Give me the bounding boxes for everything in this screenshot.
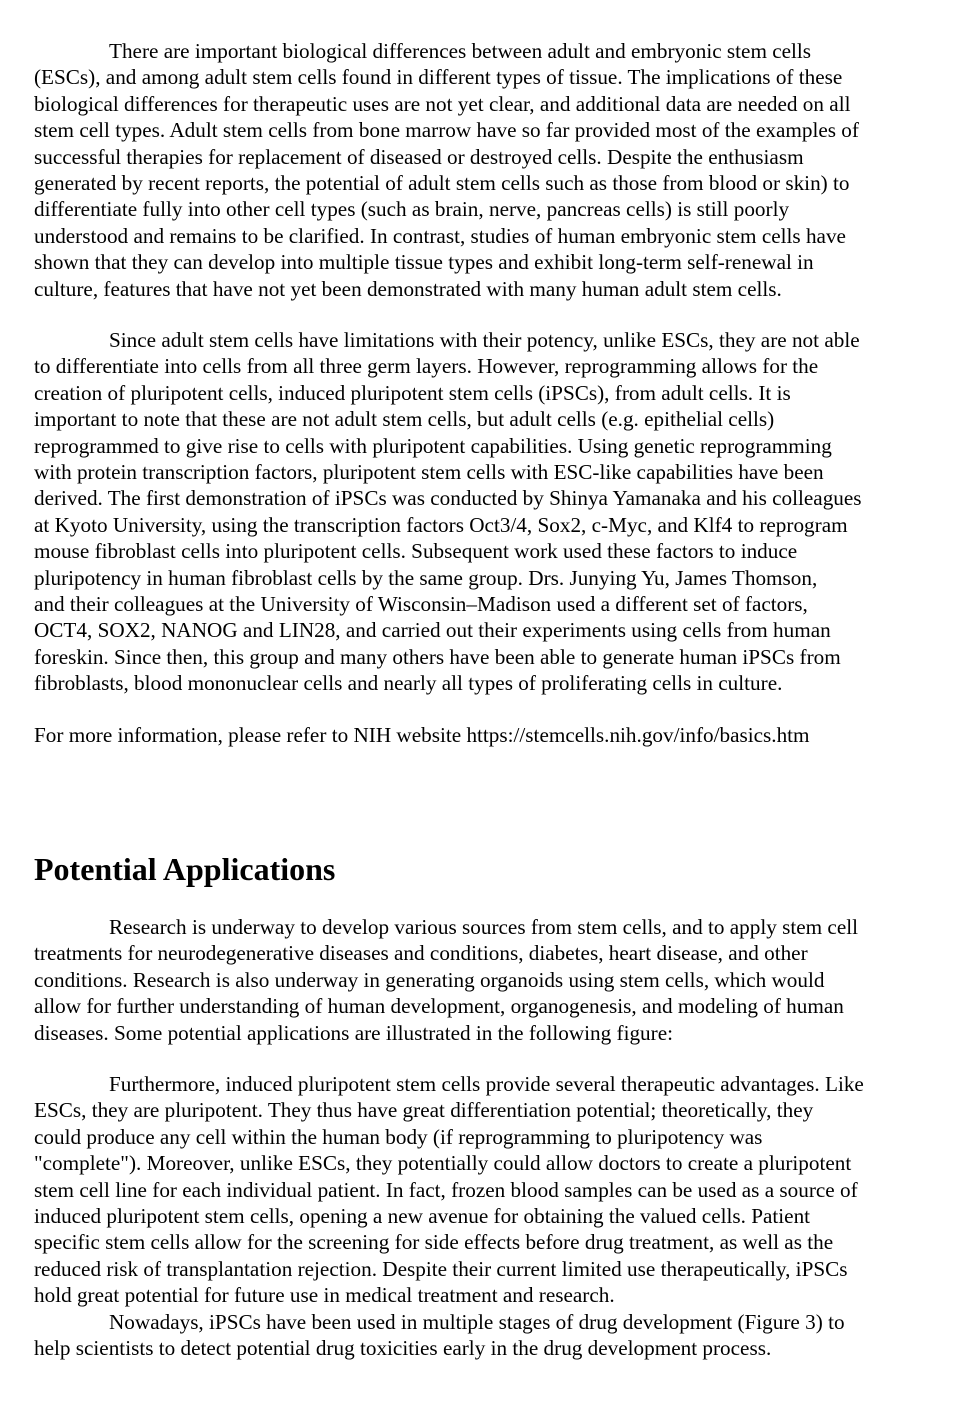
text-line: Since adult stem cells have limitations with their potency, unlike ESCs, they are not able xyxy=(109,328,860,352)
text-line: reprogrammed to give rise to cells with pluripotent capabilities. Using genetic reprogramming xyxy=(34,433,832,458)
paragraph-stem-cell-differences xyxy=(34,38,859,302)
text-line: pluripotency in human fibroblast cells by the same group. Drs. Junying Yu, James Thomson, xyxy=(34,565,818,590)
text-line: induced pluripotent stem cells, opening a new avenue for obtaining the valued cells. Patient xyxy=(34,1204,811,1229)
paragraph-research-underway xyxy=(34,914,858,1046)
text-line: reduced risk of transplantation rejection. Despite their current limited use therapeutically, iPSCs xyxy=(34,1256,848,1281)
text-line: There are important biological differences between adult and embryonic stem cells xyxy=(109,39,812,63)
paragraph-therapeutic-advantages xyxy=(34,1071,864,1309)
text-line: Nowadays, iPSCs have been used in multiple stages of drug development (Figure 3) to xyxy=(109,1310,845,1334)
text-line: differentiate fully into other cell types (such as brain, nerve, pancreas cells) is still poorly xyxy=(34,197,790,222)
text-line: stem cell line for each individual patient. In fact, frozen blood samples can be used as a source of xyxy=(34,1177,858,1202)
text-line: with protein transcription factors, pluripotent stem cells with ESC-like capabilities have been xyxy=(34,460,824,485)
text-line: shown that they can develop into multiple tissue types and exhibit long-term self-renewal in xyxy=(34,250,814,275)
text-line: hold great potential for future use in medical treatment and research. xyxy=(34,1283,615,1308)
text-line: fibroblasts, blood mononuclear cells and nearly all types of proliferating cells in culture. xyxy=(34,671,783,696)
section-heading-potential-applications: Potential Applications xyxy=(34,851,336,887)
text-line: understood and remains to be clarified. In contrast, studies of human embryonic stem cells have xyxy=(34,223,846,248)
text-line: allow for further understanding of human development, organogenesis, and modeling of human xyxy=(34,994,844,1019)
text-line: diseases. Some potential applications are illustrated in the following figure: xyxy=(34,1020,673,1045)
text-line: Research is underway to develop various sources from stem cells, and to apply stem cell xyxy=(109,915,859,939)
text-line: "complete"). Moreover, unlike ESCs, they potentially could allow doctors to create a pluripotent xyxy=(34,1151,852,1176)
text-line: help scientists to detect potential drug toxicities early in the drug development process. xyxy=(34,1336,772,1361)
nih-reference-text: For more information, please refer to NIH website https://stemcells.nih.gov/info/basics.htm xyxy=(34,723,810,747)
text-line: to differentiate into cells from all three germ layers. However, reprogramming allows for the xyxy=(34,354,819,379)
text-line: ESCs, they are pluripotent. They thus have great differentiation potential; theoretically, they xyxy=(34,1098,814,1123)
text-line: foreskin. Since then, this group and many others have been able to generate human iPSCs from xyxy=(34,644,841,669)
text-line: could produce any cell within the human body (if reprogramming to pluripotency was xyxy=(34,1124,763,1149)
text-line: and their colleagues at the University of Wisconsin–Madison used a different set of factors, xyxy=(34,592,808,617)
text-line: derived. The first demonstration of iPSCs was conducted by Shinya Yamanaka and his colleagues xyxy=(34,486,862,511)
paragraph-ipsc-reprogramming xyxy=(34,327,862,697)
text-line: stem cell types. Adult stem cells from bone marrow have so far provided most of the examples of xyxy=(34,118,859,143)
text-line: mouse fibroblast cells into pluripotent cells. Subsequent work used these factors to induce xyxy=(34,539,798,564)
text-line: OCT4, SOX2, NANOG and LIN28, and carried out their experiments using cells from human xyxy=(34,618,831,643)
text-line: conditions. Research is also underway in generating organoids using stem cells, which would xyxy=(34,967,825,992)
text-line: Furthermore, induced pluripotent stem cells provide several therapeutic advantages. Like xyxy=(109,1072,864,1096)
text-line: creation of pluripotent cells, induced pluripotent stem cells (iPSCs), from adult cells. It is xyxy=(34,380,791,405)
text-line: important to note that these are not adult stem cells, but adult cells (e.g. epithelial cells) xyxy=(34,407,775,432)
text-line: (ESCs), and among adult stem cells found in different types of tissue. The implications of these xyxy=(34,65,843,90)
text-line: treatments for neurodegenerative diseases and conditions, diabetes, heart disease, and other xyxy=(34,941,808,966)
text-line: generated by recent reports, the potential of adult stem cells such as those from blood or skin) to xyxy=(34,171,850,196)
text-line: biological differences for therapeutic uses are not yet clear, and additional data are needed on all xyxy=(34,91,851,116)
text-line: culture, features that have not yet been demonstrated with many human adult stem cells. xyxy=(34,276,782,301)
text-line: successful therapies for replacement of diseased or destroyed cells. Despite the enthusiasm xyxy=(34,144,804,169)
paragraph-nih-reference xyxy=(34,722,810,748)
paragraph-drug-development xyxy=(34,1309,845,1362)
text-line: specific stem cells allow for the screening for side effects before drug treatment, as well as the xyxy=(34,1230,834,1255)
text-line: at Kyoto University, using the transcription factors Oct3/4, Sox2, c-Myc, and Klf4 to reprogram xyxy=(34,512,848,537)
